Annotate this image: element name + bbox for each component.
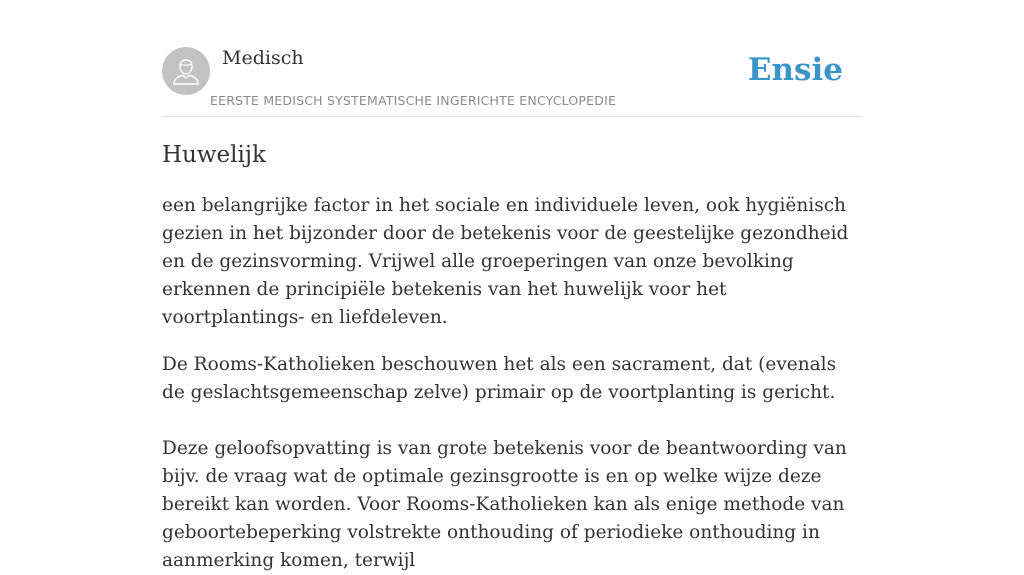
article-paragraph: een belangrijke factor in het sociale en individuele leven, ook hygiënisch gezien in het bijzonder door de betekenis voor de geestelijke gezondheid en de gezinsvorming. Vrijwel alle groeperingen van onze bevolking erkennen de principiële betekenis van het huwelijk voor het voortplantings- en liefdeleven. (162, 195, 849, 328)
article-paragraph: De Rooms-Katholieken beschouwen het als een sacrament, dat (evenals de geslachtsgemeenschap zelve) primair op de voortplanting is gericht. (162, 354, 837, 403)
book-subtitle: EERSTE MEDISCH SYSTEMATISCHE INGERICHTE ENCYCLOPEDIE (210, 93, 617, 108)
ensie-logo[interactable]: Ensie (747, 52, 843, 88)
book-title[interactable]: Medisch (222, 47, 304, 69)
book-header (162, 46, 862, 117)
user-outline-icon[interactable] (162, 47, 210, 95)
article-paragraph: Deze geloofsopvatting is van grote betekenis voor de beantwoording van bijv. de vraag wat de optimale gezinsgrootte is en op welke wijze deze bereikt kan worden. Voor Rooms-Katholieken kan als enige methode van geboortebeperking volstrekte onthouding of periodieke onthouding in aanmerking komen, terwijl (162, 438, 847, 571)
article-body (162, 192, 862, 575)
article-title: Huwelijk (162, 142, 266, 168)
